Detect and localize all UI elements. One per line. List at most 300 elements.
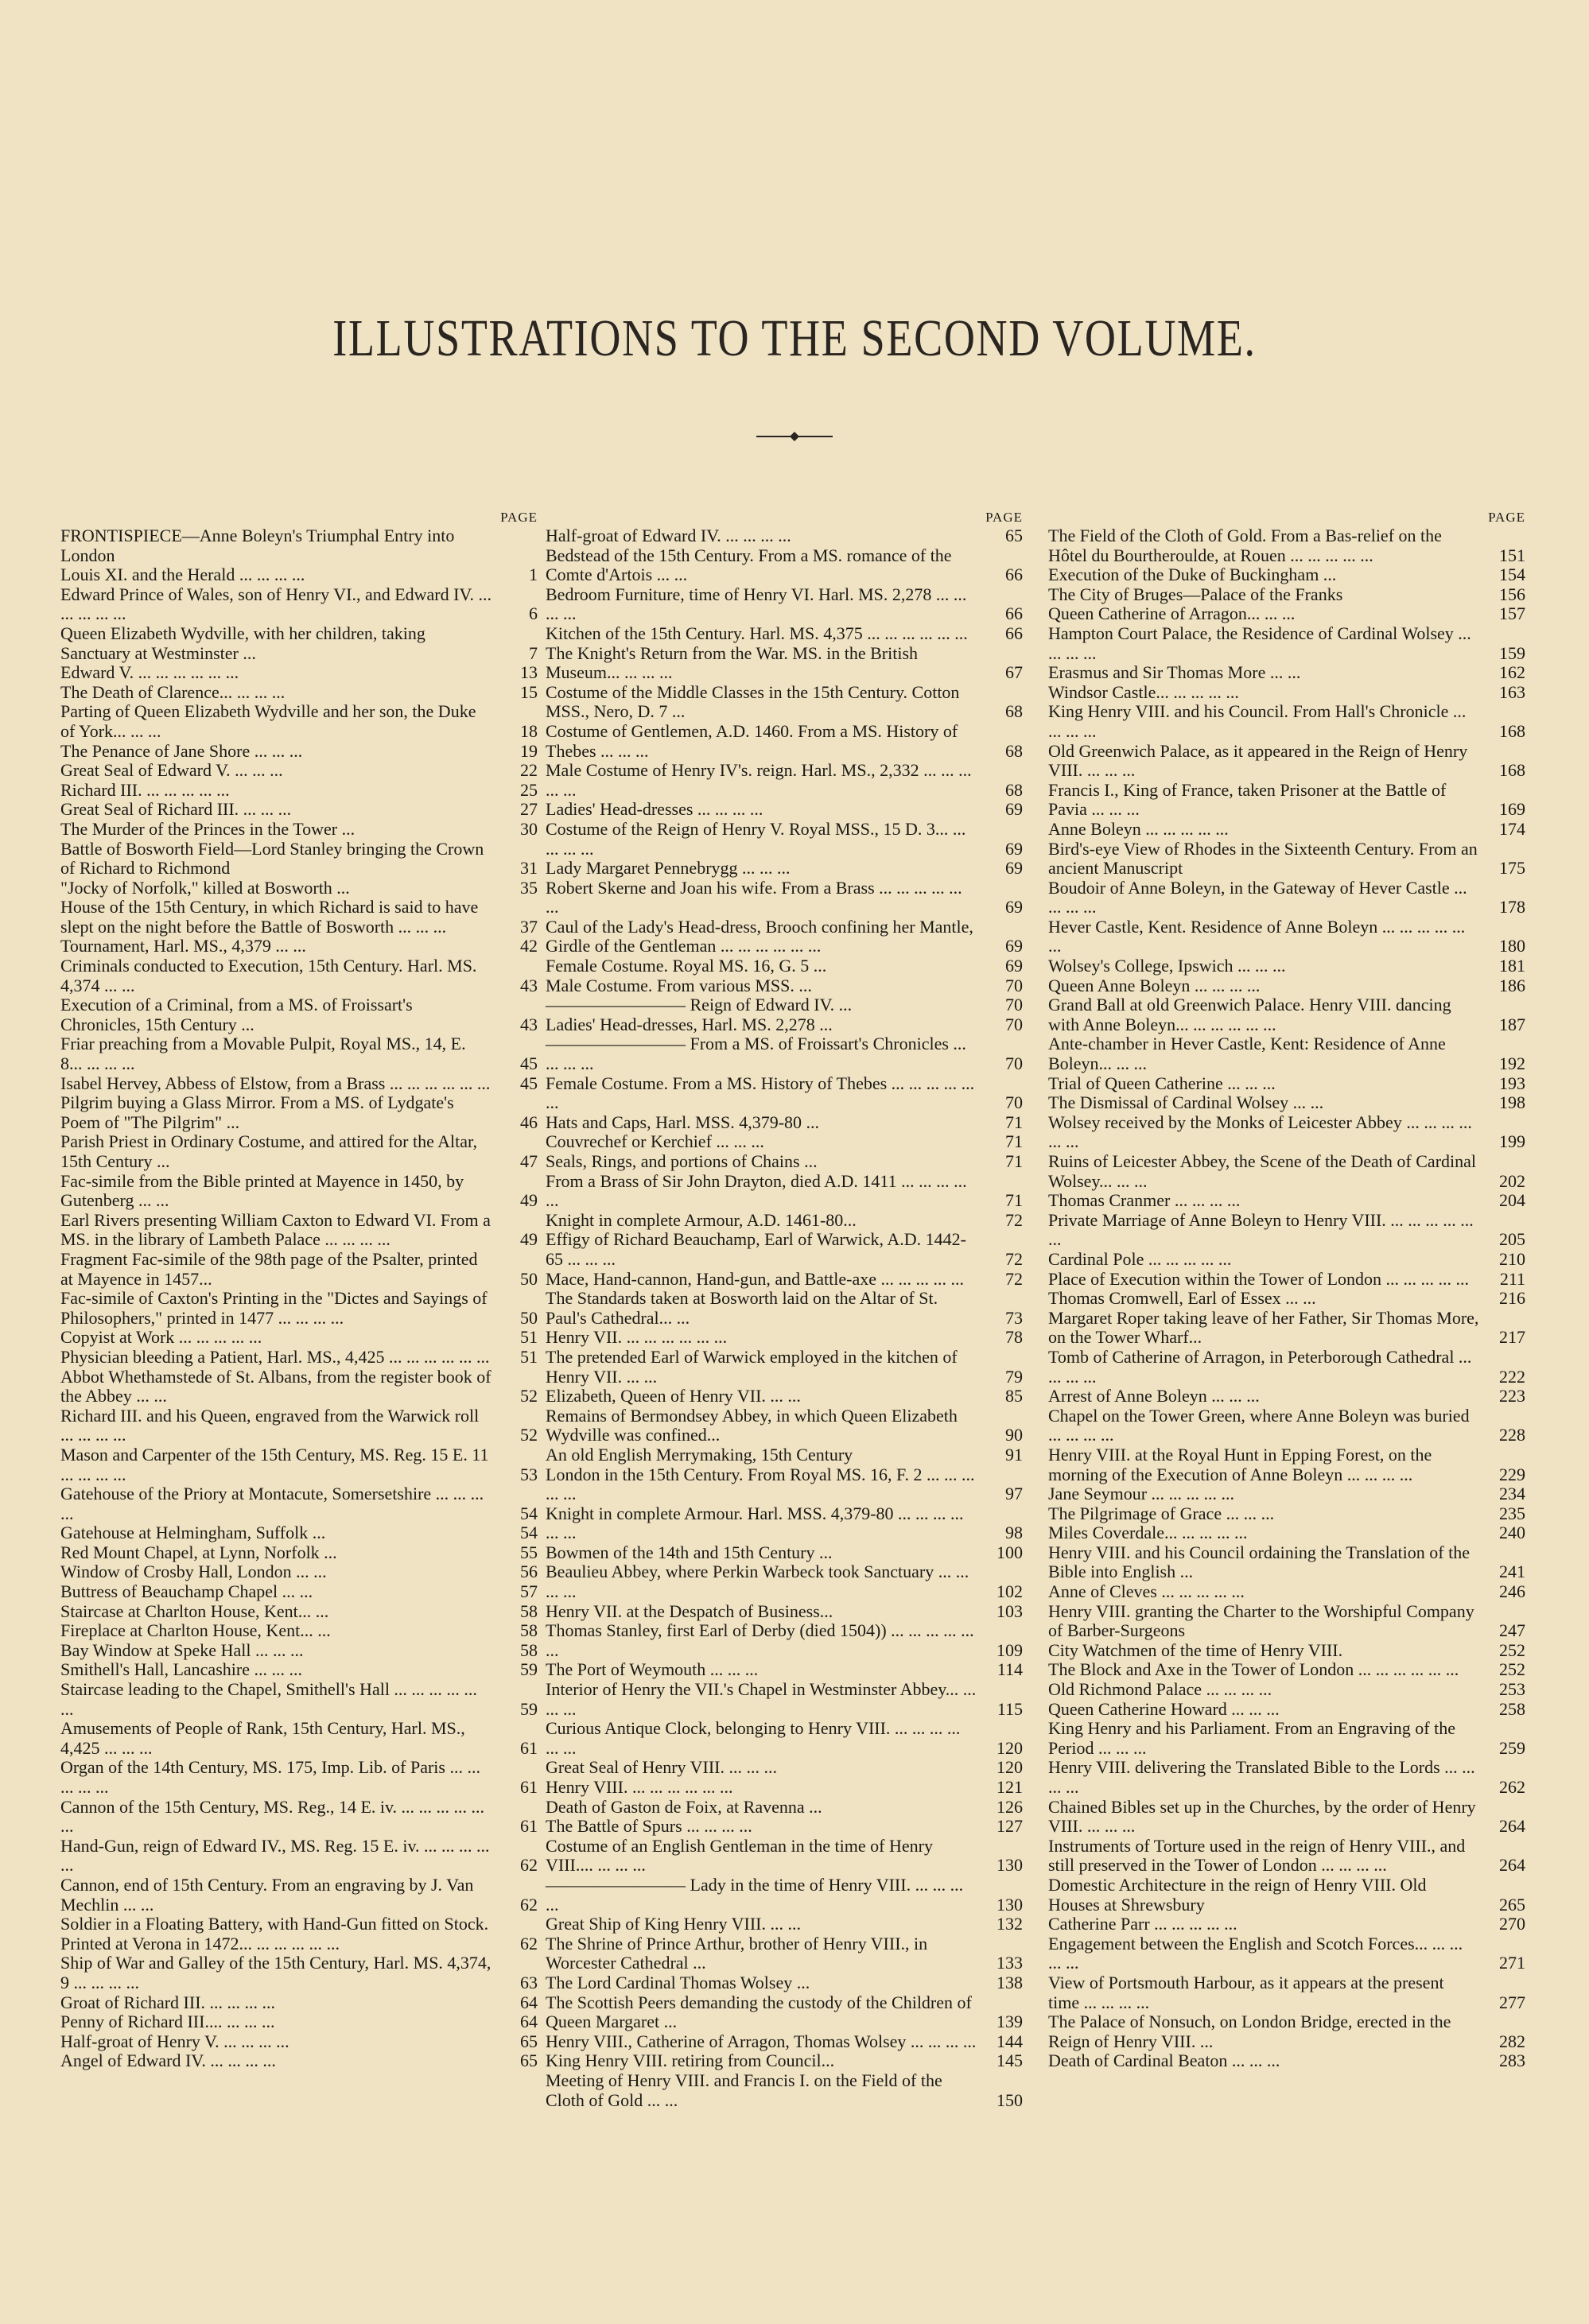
entry-title: Costume of an English Gentleman in the time of Henry VIII.... ... ... ...: [546, 1835, 933, 1876]
entry-page-number: 70: [1005, 995, 1023, 1015]
index-entry: [1048, 1543, 1525, 1582]
entry-page-number: 100: [997, 1542, 1023, 1562]
entry-page-number: 68: [1005, 740, 1023, 761]
index-entry: [546, 918, 1023, 956]
index-entry: [1048, 1680, 1525, 1700]
entry-title: Wolsey received by the Monks of Leicester Abbey ... ... ... ... ... ...: [1048, 1112, 1472, 1152]
entry-page-number: 271: [1499, 1953, 1525, 1973]
index-entry: [60, 624, 538, 663]
entry-page-number: 98: [1005, 1523, 1023, 1543]
entry-page-number: 130: [997, 1894, 1023, 1915]
index-entry: [1048, 1093, 1525, 1113]
entry-title: Edward V. ... ... ... ... ... ...: [60, 662, 239, 683]
entry-page-number: 58: [520, 1620, 538, 1641]
entry-title: The Field of the Cloth of Gold. From a Bas-relief on the Hôtel du Bourtheroulde, at Rouen ... ... ... ... ...: [1048, 526, 1442, 565]
entry-title: Great Ship of King Henry VIII. ... ...: [546, 1914, 801, 1934]
entry-title: Catherine Parr ... ... ... ... ...: [1048, 1914, 1237, 1934]
entry-page-number: 211: [1499, 1268, 1525, 1289]
entry-title: Death of Cardinal Beaton ... ... ...: [1048, 2050, 1280, 2071]
index-entry: [60, 1074, 538, 1094]
index-entry: [60, 1758, 538, 1797]
entry-page-number: 270: [1499, 1914, 1525, 1934]
entry-page-number: 277: [1499, 1992, 1525, 2012]
entry-title: Chained Bibles set up in the Churches, by the order of Henry VIII. ... ... ...: [1048, 1796, 1476, 1837]
entry-page-number: 50: [520, 1268, 538, 1289]
entry-title: Boudoir of Anne Boleyn, in the Gateway of Hever Castle ... ... ... ...: [1048, 877, 1467, 918]
index-entry: [1048, 1309, 1525, 1348]
entry-page-number: 205: [1499, 1229, 1525, 1250]
entry-page-number: 150: [997, 2089, 1023, 2110]
index-entry: [1048, 604, 1525, 624]
entry-title: Great Seal of Richard III. ... ... ...: [60, 799, 292, 820]
entry-title: Execution of the Duke of Buckingham ...: [1048, 565, 1337, 585]
entry-title: Male Costume of Henry IV's. reign. Harl. MS., 2,332 ... ... ... ... ...: [546, 760, 972, 800]
index-entry: [1048, 1211, 1525, 1250]
index-entry: [546, 546, 1023, 585]
entry-page-number: 52: [520, 1386, 538, 1406]
entry-title: Henry VIII. ... ... ... ... ... ...: [546, 1777, 733, 1797]
index-entry: [1048, 585, 1525, 605]
entry-title: Female Costume. From a MS. History of Thebes ... ... ... ... ... ...: [546, 1073, 975, 1113]
entry-title: Fragment Fac-simile of the 98th page of the Psalter, printed at Mayence in 1457...: [60, 1248, 478, 1289]
index-entry: [60, 1621, 538, 1641]
entry-page-number: 210: [1499, 1248, 1525, 1269]
entry-page-number: 282: [1499, 2031, 1525, 2051]
entry-title: Hats and Caps, Harl. MSS. 4,379-80 ...: [546, 1112, 820, 1132]
entry-title: Effigy of Richard Beauchamp, Earl of Warwick, A.D. 1442-65 ... ... ...: [546, 1229, 966, 1269]
entry-title: Henry VIII. at the Royal Hunt in Epping Forest, on the morning of the Execution of Anne Boleyn ... ... ... ...: [1048, 1444, 1432, 1484]
entry-page-number: 1: [529, 565, 538, 585]
index-entry: [1048, 526, 1525, 565]
index-entry: [1048, 702, 1525, 741]
page-column-header: PAGE: [500, 510, 538, 525]
entry-title: Friar preaching from a Movable Pulpit, Royal MS., 14, E. 8... ... ... ...: [60, 1034, 466, 1074]
entry-page-number: 71: [1005, 1112, 1023, 1132]
entry-title: An old English Merrymaking, 15th Century: [546, 1444, 853, 1465]
entry-page-number: 61: [520, 1777, 538, 1797]
index-entry: [546, 1543, 1023, 1563]
entry-page-number: 252: [1499, 1639, 1525, 1660]
entry-page-number: 71: [1005, 1190, 1023, 1211]
index-entry: [546, 2071, 1023, 2110]
entry-title: King Henry VIII. retiring from Council...: [546, 2050, 835, 2071]
entry-page-number: 64: [520, 2012, 538, 2032]
entry-title: Bedstead of the 15th Century. From a MS. romance of the Comte d'Artois ... ...: [546, 545, 952, 585]
entry-title: Francis I., King of France, taken Prisoner at the Battle of Pavia ... ... ...: [1048, 779, 1447, 820]
entry-title: Engagement between the English and Scotch Forces... ... ... ... ...: [1048, 1933, 1463, 1973]
index-entry: [546, 1152, 1023, 1172]
entry-title: Richard III. and his Queen, engraved from the Warwick roll ... ... ... ...: [60, 1405, 480, 1445]
entry-page-number: 54: [520, 1523, 538, 1543]
entry-page-number: 199: [1499, 1131, 1525, 1152]
entry-title: Parting of Queen Elizabeth Wydville and her son, the Duke of York... ... ...: [60, 701, 476, 741]
entry-page-number: 228: [1499, 1425, 1525, 1445]
entry-title: Jane Seymour ... ... ... ... ...: [1048, 1484, 1235, 1504]
entry-title: Costume of the Reign of Henry V. Royal MSS., 15 D. 3... ... ... ... ...: [546, 818, 966, 859]
index-entry: [60, 1953, 538, 1992]
index-entry: [546, 1074, 1023, 1113]
entry-page-number: 115: [997, 1698, 1023, 1719]
entry-page-number: 154: [1499, 565, 1525, 585]
entry-title: Chapel on the Tower Green, where Anne Boleyn was buried ... ... ... ...: [1048, 1405, 1470, 1445]
entry-title: Ladies' Head-dresses ... ... ... ...: [546, 799, 763, 820]
entry-page-number: 56: [520, 1562, 538, 1582]
index-entry: [546, 1132, 1023, 1152]
entry-page-number: 175: [1499, 858, 1525, 879]
entry-title: Old Greenwich Palace, as it appeared in the Reign of Henry VIII. ... ... ...: [1048, 740, 1468, 781]
index-entry: [546, 683, 1023, 722]
entry-title: FRONTISPIECE—Anne Boleyn's Triumphal Entry into London: [60, 526, 455, 565]
index-entry: [546, 1270, 1023, 1290]
page-column-header: PAGE: [985, 510, 1023, 525]
entry-page-number: 72: [1005, 1209, 1023, 1230]
entry-page-number: 79: [1005, 1366, 1023, 1387]
index-entry: [546, 1993, 1023, 2032]
entry-title: The Lord Cardinal Thomas Wolsey ...: [546, 1972, 810, 1992]
entry-page-number: 133: [997, 1953, 1023, 1973]
entry-page-number: 45: [520, 1053, 538, 1074]
entry-title: Soldier in a Floating Battery, with Hand-Gun fitted on Stock. Printed at Verona in 1472... ... ... ... ... ...: [60, 1914, 489, 1953]
entry-title: "Jocky of Norfolk," killed at Bosworth ...: [60, 877, 350, 898]
index-entry: [546, 1113, 1023, 1133]
index-entry: [546, 1172, 1023, 1211]
index-entry: [1048, 1348, 1525, 1387]
entry-page-number: 55: [520, 1542, 538, 1562]
entry-title: Ruins of Leicester Abbey, the Scene of the Death of Cardinal Wolsey... ... ...: [1048, 1151, 1477, 1191]
index-entry: [60, 879, 538, 898]
entry-title: Great Seal of Henry VIII. ... ... ...: [546, 1757, 778, 1778]
entry-page-number: 168: [1499, 720, 1525, 741]
entry-page-number: 6: [529, 603, 538, 624]
index-entry: [546, 1602, 1023, 1622]
index-entry: [546, 1758, 1023, 1778]
entry-page-number: 7: [529, 642, 538, 663]
index-entry: [1048, 995, 1525, 1034]
entry-page-number: 51: [520, 1346, 538, 1367]
entry-title: Pilgrim buying a Glass Mirror. From a MS. of Lydgate's Poem of "The Pilgrim" ...: [60, 1092, 454, 1132]
title-ornament-icon: [755, 432, 834, 441]
entry-page-number: 19: [520, 740, 538, 761]
entry-page-number: 35: [520, 877, 538, 898]
index-entry: [1048, 565, 1525, 585]
entry-page-number: 66: [1005, 565, 1023, 585]
entry-page-number: 90: [1005, 1425, 1023, 1445]
index-entry: [546, 1934, 1023, 1973]
index-entry: [1048, 918, 1525, 956]
entry-title: ———————— Lady in the time of Henry VIII. ... ... ... ...: [546, 1874, 964, 1915]
index-entry: [60, 1289, 538, 1328]
entry-page-number: 67: [1005, 662, 1023, 683]
entry-page-number: 70: [1005, 975, 1023, 995]
index-entry: [546, 1837, 1023, 1876]
entry-title: Grand Ball at old Greenwich Palace. Henry VIII. dancing with Anne Boleyn... ... ... ... ... ...: [1048, 995, 1451, 1034]
entry-page-number: 70: [1005, 1014, 1023, 1034]
entry-page-number: 25: [520, 779, 538, 800]
entry-title: Thomas Cromwell, Earl of Essex ... ...: [1048, 1288, 1316, 1309]
entry-page-number: 202: [1499, 1170, 1525, 1191]
index-entry: [1048, 1582, 1525, 1602]
entry-title: Cardinal Pole ... ... ... ... ...: [1048, 1248, 1232, 1269]
index-entry: [1048, 1641, 1525, 1661]
entry-title: Amusements of People of Rank, 15th Century, Harl. MS., 4,425 ... ... ...: [60, 1718, 465, 1758]
entry-title: Kitchen of the 15th Century. Harl. MS. 4,375 ... ... ... ... ... ...: [546, 623, 968, 643]
index-entry: [60, 1368, 538, 1406]
entry-page-number: 132: [997, 1914, 1023, 1934]
entry-title: The Scottish Peers demanding the custody of the Children of Queen Margaret ...: [546, 1992, 972, 2032]
entry-page-number: 157: [1499, 603, 1525, 624]
entry-title: Windsor Castle... ... ... ... ...: [1048, 681, 1239, 702]
entry-title: Instruments of Torture used in the reign of Henry VIII., and still preserved in the Tower of London ... ... ... ...: [1048, 1835, 1466, 1876]
index-entry: [60, 761, 538, 781]
index-entry: [1048, 1270, 1525, 1290]
index-entry: [1048, 1798, 1525, 1837]
entry-title: Remains of Bermondsey Abbey, in which Queen Elizabeth Wydville was confined...: [546, 1405, 958, 1445]
entry-page-number: 43: [520, 975, 538, 995]
page-column-header: PAGE: [1488, 510, 1525, 525]
entry-page-number: 145: [997, 2050, 1023, 2071]
entry-title: The Dismissal of Cardinal Wolsey ... ...: [1048, 1092, 1324, 1113]
entry-page-number: 69: [1005, 838, 1023, 859]
entry-title: Fac-simile from the Bible printed at Mayence in 1450, by Gutenberg ... ...: [60, 1170, 464, 1211]
entry-title: Male Costume. From various MSS. ...: [546, 975, 812, 995]
index-entry: [546, 1973, 1023, 1993]
entry-page-number: 121: [997, 1777, 1023, 1797]
entry-title: The Block and Axe in the Tower of London ... ... ... ... ... ...: [1048, 1659, 1459, 1680]
entry-title: Gatehouse of the Priory at Montacute, Somersetshire ... ... ... ...: [60, 1484, 484, 1523]
index-entry: [1048, 1445, 1525, 1484]
entry-page-number: 58: [520, 1639, 538, 1660]
index-entry: [546, 1817, 1023, 1837]
entry-page-number: 264: [1499, 1855, 1525, 1876]
index-entry: [546, 1406, 1023, 1445]
entry-page-number: 168: [1499, 760, 1525, 781]
entry-page-number: 252: [1499, 1659, 1525, 1680]
entry-title: Copyist at Work ... ... ... ... ...: [60, 1327, 262, 1348]
entry-page-number: 262: [1499, 1777, 1525, 1797]
entry-title: Domestic Architecture in the reign of Henry VIII. Old Houses at Shrewsbury: [1048, 1874, 1427, 1915]
index-entry: [60, 1172, 538, 1211]
entry-page-number: 47: [520, 1151, 538, 1171]
entry-page-number: 151: [1499, 545, 1525, 565]
entry-page-number: 63: [520, 1972, 538, 1992]
entry-page-number: 130: [997, 1855, 1023, 1876]
index-entry: [546, 585, 1023, 624]
entry-title: Anne of Cleves ... ... ... ... ...: [1048, 1581, 1245, 1602]
entry-page-number: 37: [520, 916, 538, 937]
index-entry: [546, 1289, 1023, 1328]
index-entry: [546, 644, 1023, 683]
entry-title: Half-groat of Henry V. ... ... ... ...: [60, 2031, 289, 2051]
entry-title: King Henry VIII. and his Council. From Hall's Chronicle ... ... ... ...: [1048, 701, 1467, 741]
entry-title: Ante-chamber in Hever Castle, Kent: Residence of Anne Boleyn... ... ...: [1048, 1034, 1446, 1074]
index-entry: [1048, 1484, 1525, 1504]
entry-title: Seals, Rings, and portions of Chains ...: [546, 1151, 818, 1171]
entry-page-number: 97: [1005, 1484, 1023, 1504]
entry-title: Penny of Richard III.... ... ... ...: [60, 2012, 275, 2032]
entry-title: The Shrine of Prince Arthur, brother of Henry VIII., in Worcester Cathedral ...: [546, 1933, 928, 1973]
entry-page-number: 57: [520, 1581, 538, 1602]
entry-title: Isabel Hervey, Abbess of Elstow, from a Brass ... ... ... ... ... ...: [60, 1073, 491, 1093]
entry-page-number: 120: [997, 1737, 1023, 1758]
entry-title: Bowmen of the 14th and 15th Century ...: [546, 1542, 833, 1562]
entry-title: Wolsey's College, Ipswich ... ... ...: [1048, 956, 1286, 976]
entry-title: Caul of the Lady's Head-dress, Brooch confining her Mantle, Girdle of the Gentleman ... ... ... ... ... ...: [546, 916, 973, 956]
index-entry: [60, 1484, 538, 1523]
entry-title: Hand-Gun, reign of Edward IV., MS. Reg. 15 E. iv. ... ... ... ... ...: [60, 1835, 490, 1876]
index-entry: [546, 1621, 1023, 1660]
entry-title: Queen Anne Boleyn ... ... ... ...: [1048, 975, 1261, 995]
entry-title: Earl Rivers presenting William Caxton to Edward VI. From a MS. in the library of Lambeth Palace ... ... ... ...: [60, 1209, 491, 1250]
index-entry: [1048, 1406, 1525, 1445]
entry-title: Fireplace at Charlton House, Kent... ...: [60, 1620, 331, 1641]
entry-title: Ladies' Head-dresses, Harl. MS. 2,278 ...: [546, 1014, 833, 1034]
entry-title: Queen Catherine of Arragon... ... ...: [1048, 603, 1296, 624]
entry-title: Louis XI. and the Herald ... ... ... ...: [60, 565, 305, 585]
index-entry: [546, 526, 1023, 546]
entry-page-number: 216: [1499, 1288, 1525, 1309]
index-column-1: [60, 509, 538, 2071]
entry-title: The Battle of Spurs ... ... ... ...: [546, 1816, 752, 1837]
index-entry: [60, 2051, 538, 2071]
index-entry: [546, 800, 1023, 820]
index-entry: [60, 1250, 538, 1289]
index-entry: [60, 956, 538, 995]
index-entry: [1048, 1837, 1525, 1876]
entry-page-number: 169: [1499, 799, 1525, 820]
index-entry: [60, 702, 538, 741]
entry-title: The City of Bruges—Palace of the Franks: [1048, 584, 1343, 604]
index-entry: [60, 1406, 538, 1445]
entry-page-number: 61: [520, 1816, 538, 1837]
entry-page-number: 65: [520, 2031, 538, 2051]
entry-page-number: 72: [1005, 1268, 1023, 1289]
entry-page-number: 62: [520, 1933, 538, 1953]
entry-page-number: 50: [520, 1307, 538, 1328]
entry-title: Queen Elizabeth Wydville, with her children, taking Sanctuary at Westminster ...: [60, 623, 425, 663]
index-entry: [60, 937, 538, 956]
entry-title: Half-groat of Edward IV. ... ... ... ...: [546, 526, 791, 545]
index-entry: [60, 800, 538, 820]
entry-page-number: 91: [1005, 1444, 1023, 1465]
index-entry: [60, 1993, 538, 2013]
index-entry: [1048, 1289, 1525, 1309]
entry-title: Bay Window at Speke Hall ... ... ...: [60, 1639, 304, 1660]
index-entry: [60, 1641, 538, 1661]
index-entry: [1048, 1523, 1525, 1543]
entry-title: Physician bleeding a Patient, Harl. MS., 4,425 ... ... ... ... ... ...: [60, 1346, 490, 1367]
index-entry: [546, 995, 1023, 1015]
index-entry: [1048, 1719, 1525, 1758]
index-entry: [1048, 1152, 1525, 1191]
entry-page-number: 103: [997, 1600, 1023, 1621]
entry-title: The Penance of Jane Shore ... ... ...: [60, 740, 303, 761]
index-entry: [60, 1602, 538, 1622]
entry-title: Trial of Queen Catherine ... ... ...: [1048, 1073, 1276, 1093]
index-entry: [60, 1523, 538, 1543]
entry-title: Thomas Stanley, first Earl of Derby (died 1504)) ... ... ... ... ... ...: [546, 1620, 974, 1660]
entry-title: Staircase leading to the Chapel, Smithell's Hall ... ... ... ... ... ...: [60, 1679, 477, 1719]
entry-page-number: 71: [1005, 1131, 1023, 1152]
index-entry: [60, 840, 538, 879]
entry-page-number: 102: [997, 1581, 1023, 1602]
index-entry: [546, 1015, 1023, 1035]
entry-title: Thomas Cranmer ... ... ... ...: [1048, 1190, 1241, 1211]
entry-page-number: 27: [520, 799, 538, 820]
entry-page-number: 43: [520, 1014, 538, 1034]
entry-page-number: 65: [1005, 526, 1023, 545]
entry-title: Richard III. ... ... ... ... ...: [60, 779, 230, 800]
index-entry: [546, 1328, 1023, 1348]
index-entry: [60, 1915, 538, 1953]
entry-title: Smithell's Hall, Lancashire ... ... ...: [60, 1659, 302, 1680]
entry-page-number: 49: [520, 1229, 538, 1250]
entry-title: Arrest of Anne Boleyn ... ... ...: [1048, 1386, 1260, 1406]
index-entry: [546, 859, 1023, 879]
index-entry: [546, 2051, 1023, 2071]
index-entry: [60, 565, 538, 585]
index-entry: [1048, 1758, 1525, 1797]
entry-title: Henry VII. at the Despatch of Business...: [546, 1600, 833, 1621]
index-entry: [1048, 1602, 1525, 1641]
page-title: ILLUSTRATIONS TO THE SECOND VOLUME.: [332, 309, 1257, 367]
entry-title: Queen Catherine Howard ... ... ...: [1048, 1698, 1280, 1719]
index-entry: [60, 898, 538, 937]
entry-page-number: 162: [1499, 662, 1525, 683]
entry-title: The Port of Weymouth ... ... ...: [546, 1659, 759, 1680]
entry-title: The pretended Earl of Warwick employed in the kitchen of Henry VII. ... ...: [546, 1346, 958, 1387]
index-entry: [60, 1837, 538, 1876]
entry-page-number: 174: [1499, 818, 1525, 839]
entry-title: City Watchmen of the time of Henry VIII.: [1048, 1639, 1343, 1660]
entry-page-number: 49: [520, 1190, 538, 1211]
entry-page-number: 144: [997, 2031, 1023, 2051]
entry-page-number: 217: [1499, 1327, 1525, 1348]
index-entry: [60, 663, 538, 683]
entry-page-number: 62: [520, 1855, 538, 1876]
index-entry: [1048, 976, 1525, 996]
index-entry: [1048, 879, 1525, 918]
index-entry: [546, 1465, 1023, 1504]
entry-title: Edward Prince of Wales, son of Henry VI., and Edward IV. ... ... ... ... ...: [60, 584, 491, 624]
index-entry: [546, 761, 1023, 800]
index-entry: [546, 1915, 1023, 1934]
entry-page-number: 69: [1005, 897, 1023, 918]
entry-title: Organ of the 14th Century, MS. 175, Imp. Lib. of Paris ... ... ... ... ...: [60, 1757, 480, 1797]
entry-title: Parish Priest in Ordinary Costume, and attired for the Altar, 15th Century ...: [60, 1131, 477, 1171]
entry-title: The Standards taken at Bosworth laid on the Altar of St. Paul's Cathedral... ...: [546, 1288, 938, 1328]
entry-title: ———————— From a MS. of Froissart's Chronicles ... ... ... ...: [546, 1034, 966, 1074]
entry-page-number: 66: [1005, 603, 1023, 624]
entry-title: Tournament, Harl. MS., 4,379 ... ...: [60, 936, 306, 956]
entry-title: Henry VIII. granting the Charter to the Worshipful Company of Barber-Surgeons: [1048, 1600, 1474, 1641]
entry-title: Battle of Bosworth Field—Lord Stanley bringing the Crown of Richard to Richmond: [60, 838, 484, 879]
entry-title: Costume of the Middle Classes in the 15th Century. Cotton MSS., Nero, D. 7 ...: [546, 681, 960, 722]
entry-page-number: 187: [1499, 1014, 1525, 1034]
entry-title: Staircase at Charlton House, Kent... ...: [60, 1600, 329, 1621]
entry-title: Erasmus and Sir Thomas More ... ...: [1048, 662, 1301, 683]
entry-page-number: 73: [1005, 1307, 1023, 1328]
entry-page-number: 138: [997, 1972, 1023, 1992]
entry-title: Mason and Carpenter of the 15th Century, MS. Reg. 15 E. 11 ... ... ... ...: [60, 1444, 489, 1484]
entry-page-number: 42: [520, 936, 538, 956]
entry-page-number: 45: [520, 1073, 538, 1093]
entry-page-number: 126: [997, 1796, 1023, 1817]
index-entry: [60, 1034, 538, 1073]
entry-page-number: 70: [1005, 1053, 1023, 1074]
entry-page-number: 186: [1499, 975, 1525, 995]
index-entry: [546, 956, 1023, 976]
entry-page-number: 53: [520, 1464, 538, 1484]
